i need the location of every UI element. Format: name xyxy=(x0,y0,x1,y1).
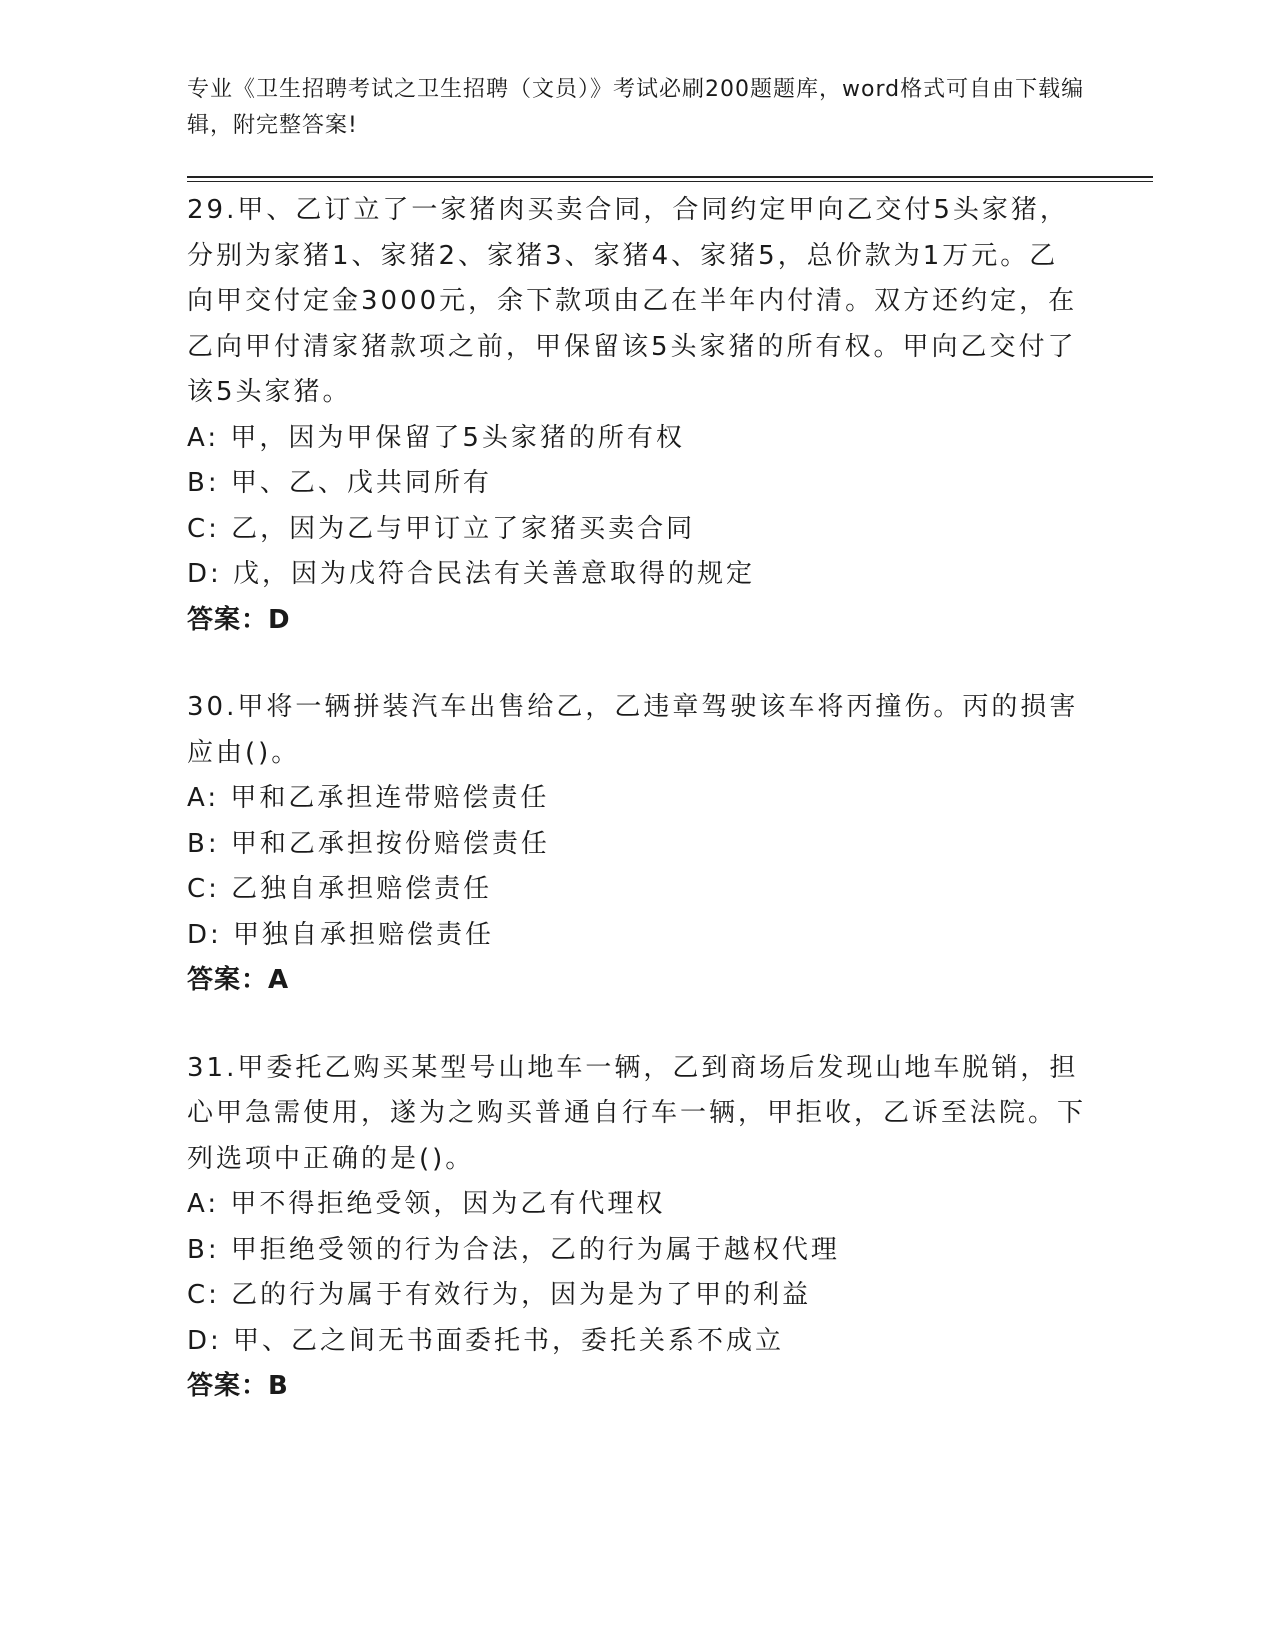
answer: 答案：D xyxy=(187,604,291,635)
header-divider-thick xyxy=(187,176,1153,178)
option-b: B: 甲拒绝受领的行为合法，乙的行为属于越权代理 xyxy=(187,1234,840,1265)
option-a: A: 甲和乙承担连带赔偿责任 xyxy=(187,783,550,813)
question-30 xyxy=(187,685,1087,1004)
option-d: D: 甲独自承担赔偿责任 xyxy=(187,919,495,950)
option-b: B: 甲、乙、戊共同所有 xyxy=(187,468,492,498)
question-stem: 31.甲委托乙购买某型号山地车一辆，乙到商场后发现山地车脱销，担心甲急需使用，遂为之购买普通自行车一辆，甲拒收，乙诉至法院。下列选项中正确的是()。 xyxy=(187,1052,1087,1174)
option-c: C: 乙，因为乙与甲订立了家猪买卖合同 xyxy=(187,513,696,544)
question-29 xyxy=(187,188,1087,643)
option-c: C: 乙独自承担赔偿责任 xyxy=(187,874,493,904)
option-b: B: 甲和乙承担按份赔偿责任 xyxy=(187,828,550,859)
question-31 xyxy=(187,1046,1087,1410)
question-stem: 29.甲、乙订立了一家猪肉买卖合同，合同约定甲向乙交付5头家猪，分别为家猪1、家猪2、家猪3、家猪4、家猪5，总价款为1万元。乙向甲交付定金3000元，余下款项由乙在半年内付清。双方还约定，在乙向甲付清家猪款项之前，甲保留该5头家猪的所有权。甲向乙交付了该5头家猪。 xyxy=(187,195,1078,407)
option-d: D: 戊，因为戊符合民法有关善意取得的规定 xyxy=(187,559,756,589)
option-c: C: 乙的行为属于有效行为，因为是为了甲的利益 xyxy=(187,1280,812,1310)
question-list xyxy=(187,188,1087,1452)
answer: 答案：B xyxy=(187,1371,289,1401)
question-stem: 30.甲将一辆拼装汽车出售给乙，乙违章驾驶该车将丙撞伤。丙的损害应由()。 xyxy=(187,692,1079,768)
option-a: A: 甲不得拒绝受领，因为乙有代理权 xyxy=(187,1189,666,1219)
option-a: A: 甲，因为甲保留了5头家猪的所有权 xyxy=(187,422,685,453)
header-divider-thin xyxy=(187,181,1153,182)
option-d: D: 甲、乙之间无书面委托书，委托关系不成立 xyxy=(187,1325,785,1356)
answer: 答案：A xyxy=(187,965,290,995)
document-header: 专业《卫生招聘考试之卫生招聘（文员）》考试必刷200题题库，word格式可自由下载编辑，附完整答案! xyxy=(187,77,1085,138)
